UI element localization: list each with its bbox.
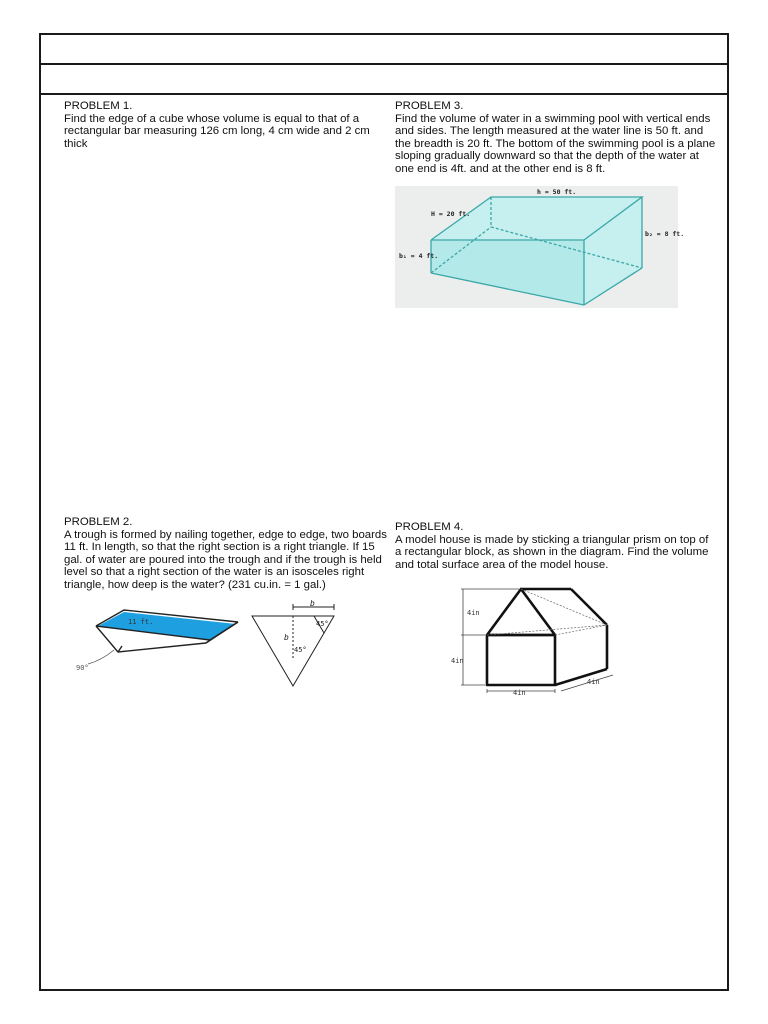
house-depth-label: 4in [587, 678, 600, 686]
trough-angle-label: 90° [76, 664, 89, 672]
house-width-label: 4in [513, 689, 526, 697]
problem-3-text: Find the volume of water in a swimming pool with vertical ends and sides. The length measured at the water line is 50 ft. and the breadth is 20 ft. The bottom of the swimming pool is a plane sloping gradually downward so that the depth of the water at one end is 4ft. and at the other end is 8 ft. [395, 112, 716, 175]
problem-3 [395, 100, 717, 176]
worksheet-frame [39, 33, 729, 991]
problem-2-text: A trough is formed by nailing together, edge to edge, two boards 11 ft. In length, so that the right section is a right triangle. If 15 gal. of water are poured into the trough and if the trough is held level so that a right section of the water is an isosceles right triangle, how deep is the water? (231 cu.in. = 1 gal.) [64, 528, 387, 591]
problem-1 [64, 100, 382, 150]
problem-1-title: PROBLEM 1. [64, 100, 133, 112]
problem-2-title: PROBLEM 2. [64, 516, 133, 528]
problem-3-title: PROBLEM 3. [395, 100, 464, 112]
trough-diagram [62, 600, 242, 674]
problem-4 [395, 521, 715, 571]
pool-shallow-depth-label: b₁ = 4 ft. [399, 252, 439, 260]
swimming-pool-diagram [395, 186, 685, 308]
trough-cross-section-diagram [248, 600, 338, 688]
pool-deep-depth-label: b₂ = 8 ft. [645, 230, 685, 238]
problem-4-title: PROBLEM 4. [395, 521, 464, 533]
block-height-label: 4in [451, 657, 464, 665]
roof-height-label: 4in [467, 609, 480, 617]
trough-length-label: 11 ft. [128, 618, 154, 626]
section-width-label: b [310, 599, 315, 608]
section-depth-label: b [284, 633, 289, 642]
section-bottom-angle-label: 45° [294, 646, 307, 654]
header-divider-1 [41, 63, 727, 65]
model-house-diagram [443, 583, 683, 695]
header-divider-2 [41, 93, 727, 95]
pool-breadth-label: H = 20 ft. [431, 210, 471, 218]
problem-1-text: Find the edge of a cube whose volume is equal to that of a rectangular bar measuring 126 cm long, 4 cm wide and 2 cm thick [64, 112, 370, 150]
problem-2 [64, 516, 390, 592]
section-top-angle-label: 45° [316, 620, 329, 628]
problem-4-text: A model house is made by sticking a triangular prism on top of a rectangular block, as shown in the diagram. Find the volume and total surface area of the model house. [395, 533, 709, 571]
pool-length-label: h = 50 ft. [537, 188, 577, 196]
